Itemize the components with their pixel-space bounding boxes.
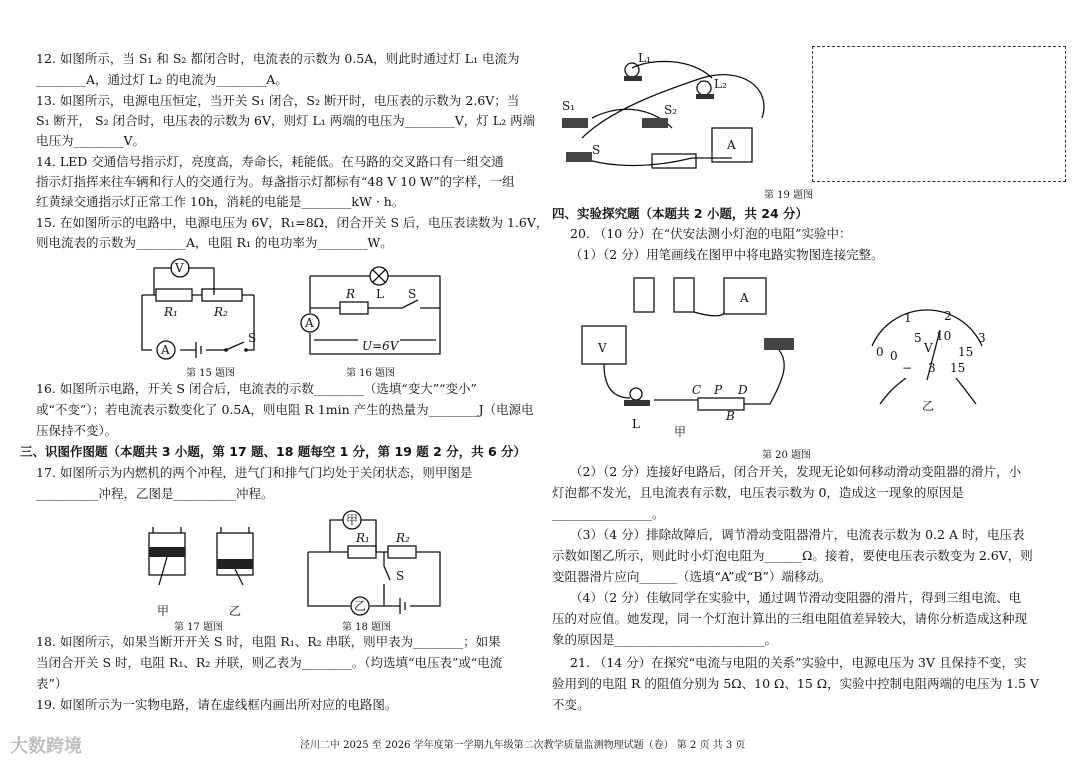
fig20-l-label: L [632, 417, 640, 431]
fig15-a-label: A [161, 343, 170, 357]
fig20-yi-scale-15: 15 [958, 345, 974, 359]
fig15-r2-label: R₂ [214, 305, 228, 319]
fig16-l-label: L [376, 287, 384, 301]
fig15-r1-label: R₁ [164, 305, 178, 319]
fig20-yi-scale-1: 1 [904, 311, 912, 325]
q21-line1: 21. （14 分）在探究“电流与电阻的关系”实验中，电源电压为 3V 且保持不变，实 [570, 655, 1027, 670]
fig15-caption: 第 15 题图 [186, 368, 236, 379]
q20-3-line2: 示数如图乙所示，则此时小灯泡电阻为______Ω。接着，要使电压表示数变为 2.6V，则 [552, 548, 1033, 563]
fig19-switch-s [566, 152, 592, 162]
q18-line2: 当闭合开关 S 时，电阻 R₁、R₂ 并联，则乙表为________。（均选填“电压表”或“电流 [36, 655, 503, 670]
fig18-r1 [348, 546, 376, 558]
fig19-s2-label: S₂ [664, 103, 678, 117]
q14-line2: 指示灯指挥来往车辆和行人的交通行为。每盏指示灯都标有“48 V 10 W”的字样，一组 [36, 174, 515, 189]
fig19-s1-label: S₁ [562, 99, 576, 113]
fig15-r1 [156, 289, 192, 301]
q20-2-line3: ________________。 [552, 506, 665, 521]
q20-4-line1: （4）（2 分）佳敏同学在实验中，通过调节滑动变阻器的滑片，得到三组电流、电 [570, 590, 1022, 605]
fig20-yi-voltmeter [852, 300, 1002, 413]
fig19-switch-s2 [642, 118, 668, 128]
fig18-battery [400, 598, 405, 614]
fig20-rheostat [698, 398, 744, 410]
fig20-v-label: V [598, 341, 607, 355]
fig19-s-label: S [592, 143, 601, 157]
fig17-engine-strokes [141, 525, 271, 625]
fig20-caption: 第 20 题图 [762, 450, 812, 461]
q17-line1: 17. 如图所示为内燃机的两个冲程，进气门和排气门均处于关闭状态，则甲图是 [36, 465, 473, 480]
fig15-battery [196, 342, 201, 358]
fig20-a-label: A [740, 291, 749, 305]
fig17-caption: 第 17 题图 [174, 622, 224, 633]
watermark-logo: 大数跨境 [10, 736, 82, 757]
q20-3-line1: （3）（4 分）排除故障后，调节滑动变阻器滑片，电流表示数为 0.2 A 时，电压表 [570, 527, 1025, 542]
fig20-yi-scale-2: 2 [944, 309, 952, 323]
fig19-caption: 第 19 题图 [764, 190, 814, 201]
page-footer: 泾川二中 2025 至 2026 学年度第一学期九年级第二次教学质量监测物理试题（卷） 第 2 页 共 3 页 [300, 740, 746, 751]
q18-line3: 表”） [36, 676, 68, 691]
q12-line1: 12. 如图所示，当 S₁ 和 S₂ 都闭合时，电流表的示数为 0.5A，则此时通过灯 L₁ 电流为 [36, 51, 520, 66]
q12-line2: ________A，通过灯 L₂ 的电流为________A。 [36, 72, 288, 87]
q20-2-line2: 灯泡都不发光，且电流表有示数，电压表示数为 0，造成这一现象的原因是 [552, 485, 964, 500]
q19: 19. 如图所示为一实物电路，请在虚线框内画出所对应的电路图。 [36, 697, 398, 712]
fig19-l2-label: L₂ [714, 77, 727, 91]
fig20-c-label: C [692, 383, 702, 397]
fig20-lamp [630, 388, 642, 400]
fig20-yi-terminal-3: 3 [928, 361, 936, 375]
fig16-a-label: A [305, 316, 314, 330]
fig20-yi-scale-10: 10 [936, 329, 952, 343]
fig20-switch [764, 338, 794, 350]
fig20-yi-scale-0: 0 [876, 345, 884, 359]
fig20-yi-scale-0-lower: 0 [890, 349, 898, 363]
section3-heading: 三、识图作图题（本题共 3 小题，第 17 题、18 题每空 1 分，第 19 题 2 分，共 6 分） [20, 444, 527, 459]
fig16-circuit [300, 258, 490, 362]
fig16-switch [402, 300, 418, 308]
q21-line3: 不变。 [552, 697, 590, 712]
q20-4-line2: 压的对应值。她发现，同一个灯泡计算出的三组电阻值差异较大，请你分析造成这种现 [552, 611, 1028, 626]
fig16-r-label: R [346, 287, 356, 301]
fig18-r2-label: R₂ [396, 531, 410, 545]
section4-heading: 四、实验探究题（本题共 2 小题，共 24 分） [552, 206, 809, 221]
q20-2-line1: （2）（2 分）连接好电路后，闭合开关，发现无论如何移动滑动变阻器的滑片，小 [570, 464, 1022, 479]
answer-box-dashed[interactable] [812, 46, 1066, 182]
fig19-battery [652, 154, 696, 168]
q13-line3: 电压为________V。 [36, 133, 146, 148]
q13-line2: S₁ 断开， S₂ 闭合时，电压表的示数为 6V，则灯 L₁ 两端的电压为________V，灯 L₂ 两端 [36, 113, 536, 128]
q14-line1: 14. LED 交通信号指示灯，亮度高，寿命长，耗能低。在马路的交叉路口有一组交通 [36, 154, 504, 169]
fig20-yi-v-label: V [924, 341, 933, 355]
fig16-u-label: U=6V [362, 339, 399, 353]
fig20-yi-label: 乙 [922, 399, 935, 413]
q16-line1: 16. 如图所示电路，开关 S 闭合后，电流表的示数________（选填“变大”“变小” [36, 381, 477, 396]
fig20-yi-terminal-minus: − [902, 361, 913, 375]
fig20-d-label: D [738, 383, 748, 397]
fig20-cell-1 [634, 278, 654, 312]
fig19-lamp-l2 [697, 81, 711, 95]
fig18-r2 [388, 546, 416, 558]
fig20-b-label: B [726, 409, 735, 423]
fig15-s-label: S [248, 331, 257, 345]
fig19-l1-label: L₁ [638, 51, 651, 65]
q16-line3: 压保持不变）。 [36, 423, 118, 438]
fig18-yi-label: 乙 [354, 599, 367, 613]
fig20-yi-scale-5: 5 [914, 331, 922, 345]
fig18-r1-label: R₁ [356, 531, 370, 545]
fig20-p-label: P [714, 383, 723, 397]
q21-line2: 验用到的电阻 R 的阻值分别为 5Ω、10 Ω、15 Ω，实验中控制电阻两端的电压为 1.5 V [552, 676, 1039, 691]
fig16-caption: 第 16 题图 [346, 368, 396, 379]
fig17-yi-label: 乙 [229, 604, 242, 618]
q17-line2: __________冲程，乙图是__________冲程。 [36, 486, 274, 501]
fig15-v-label: V [175, 261, 184, 275]
q14-line3: 红黄绿交通指示灯正常工作 10h，消耗的电能是________kW · h。 [36, 194, 405, 209]
q20: 20. （10 分）在“伏安法测小灯泡的电阻”实验中： [570, 226, 852, 241]
fig20-jia-label: 甲 [674, 425, 687, 439]
q20-1: （1）（2 分）用笔画线在图甲中将电路实物图连接完整。 [570, 247, 884, 262]
fig20-yi-scale-3: 3 [978, 331, 986, 345]
fig17-jia-label: 甲 [157, 604, 170, 618]
fig16-s-label: S [408, 287, 417, 301]
q20-4-line3: 象的原因是________________________。 [552, 632, 778, 647]
fig16-resistor [340, 302, 368, 314]
fig20-yi-terminal-15: 15 [950, 361, 966, 375]
fig15-switch [226, 342, 244, 350]
fig20-cell-2 [674, 278, 694, 312]
fig19-switch-s1 [562, 118, 588, 128]
fig18-caption: 第 18 题图 [342, 622, 392, 633]
q15-line1: 15. 在如图所示的电路中，电源电压为 6V，R₁=8Ω，闭合开关 S 后，电压表读数为 1.6V， [36, 215, 549, 230]
q16-line2: 或“不变”）；若电流表示数变化了 0.5A，则电阻 R 1min 产生的热量为________J（电源电 [36, 402, 534, 417]
fig15-circuit [134, 250, 314, 360]
fig19-physical-circuit [552, 48, 802, 184]
q13-line1: 13. 如图所示，电源电压恒定，当开关 S₁ 闭合，S₂ 断开时，电压表的示数为 2.6V；当 [36, 93, 520, 108]
fig19-lamp-l1 [625, 63, 639, 77]
q18-line1: 18. 如图所示，如果当断开开关 S 时，电阻 R₁、R₂ 串联，则甲表为________；如果 [36, 634, 501, 649]
fig18-circuit [300, 508, 460, 620]
q20-3-line3: 变阻器滑片应向______（选填“A”或“B”）端移动。 [552, 569, 832, 584]
fig19-a-label: A [727, 138, 736, 152]
fig18-s-label: S [396, 569, 405, 583]
fig18-jia-label: 甲 [346, 513, 359, 527]
q15-line2: 则电流表的示数为________A，电阻 R₁ 的电功率为________W。 [36, 235, 393, 250]
fig15-r2 [202, 289, 242, 301]
fig20-jia-physical-circuit [574, 268, 794, 438]
